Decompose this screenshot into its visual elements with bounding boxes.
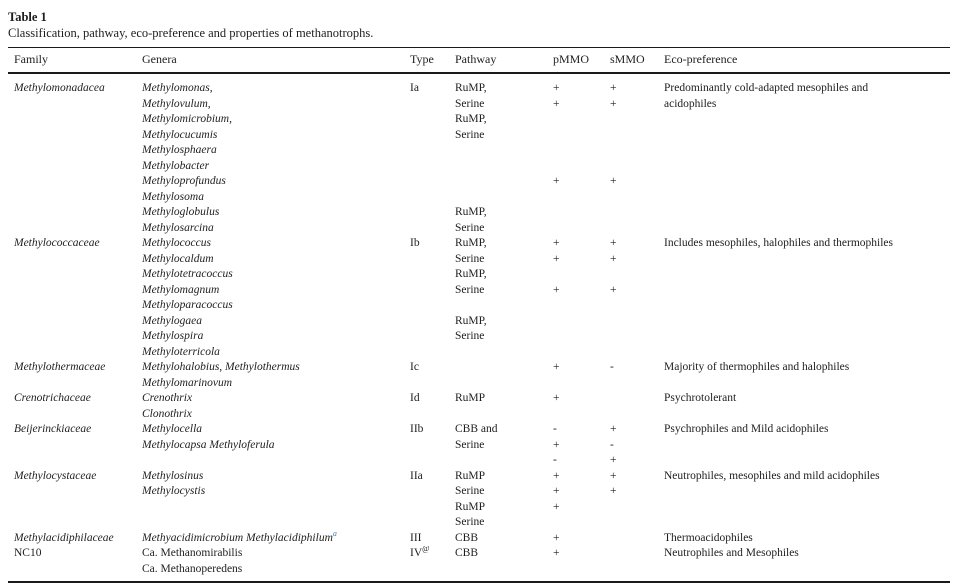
table-row [8, 360, 950, 376]
genera-cell: Methylosinus [142, 469, 204, 482]
smmo-cell [610, 298, 664, 314]
genera-cell: Methylohalobius, Methylothermus [142, 361, 300, 373]
genera-cell: Methylotetracoccus [142, 268, 233, 280]
pathway-cell: RuMP, [455, 314, 487, 327]
genera-cell: Methylocystis [142, 485, 206, 497]
pathway-cell [455, 345, 553, 361]
type-cell [410, 267, 455, 283]
eco-cell [664, 159, 950, 175]
pathway-cell [455, 562, 553, 583]
pmmo-cell [553, 314, 610, 330]
genera-cell: Methylospira [142, 330, 204, 342]
smmo-cell: - [610, 438, 614, 451]
eco-cell [664, 515, 950, 531]
genera-cell: Methylobacter [142, 159, 210, 172]
pathway-cell: CBB and [455, 423, 498, 435]
eco-cell [664, 221, 950, 237]
smmo-cell [610, 531, 664, 547]
pmmo-cell [553, 407, 610, 423]
smmo-cell: + [610, 485, 617, 497]
table-row [8, 314, 950, 330]
genera-cell: Methylosphaera [142, 144, 217, 156]
pmmo-cell [553, 128, 610, 144]
pmmo-cell [553, 515, 610, 531]
smmo-cell [610, 205, 664, 221]
pmmo-cell [553, 329, 610, 345]
pathway-cell [455, 159, 553, 175]
smmo-cell: + [610, 237, 617, 249]
pathway-cell: Serine [455, 252, 485, 265]
family-cell [8, 298, 142, 314]
eco-cell [664, 267, 950, 283]
pmmo-cell: + [553, 392, 560, 404]
type-cell [410, 314, 455, 330]
eco-cell [664, 252, 950, 268]
eco-cell [664, 283, 950, 299]
smmo-cell: + [610, 82, 617, 94]
smmo-cell [610, 345, 664, 361]
table-row [8, 422, 950, 438]
type-cell [410, 205, 455, 221]
table-row [8, 283, 950, 299]
type-cell [410, 515, 455, 531]
type-cell: Ic [410, 361, 419, 373]
genera-cell: Methyloparacoccus [142, 299, 233, 311]
pmmo-cell: + [553, 531, 560, 544]
table-row [8, 221, 950, 237]
type-cell [410, 221, 455, 237]
genera-cell: Methylococcus [142, 237, 211, 249]
eco-cell [664, 298, 950, 314]
pmmo-cell [553, 376, 610, 392]
table-row [8, 469, 950, 485]
genera-cell: Methylomarinovum [142, 376, 233, 389]
family-cell [8, 562, 142, 583]
pathway-cell: RuMP, [455, 237, 487, 249]
family-cell [8, 515, 142, 531]
family-cell [8, 345, 142, 361]
genera-cell: Crenothrix [142, 392, 193, 404]
type-cell [410, 283, 455, 299]
type-cell [410, 453, 455, 469]
table-header-row [8, 48, 950, 74]
genera-cell [142, 515, 410, 531]
table-header [8, 48, 950, 74]
pathway-cell: RuMP, [455, 113, 487, 125]
type-cell [410, 345, 455, 361]
genera-cell: Methylocaldum [142, 252, 214, 265]
eco-cell [664, 190, 950, 206]
pmmo-cell: + [553, 97, 560, 110]
family-cell: Methylococcaceae [14, 237, 100, 249]
pathway-cell: Serine [455, 128, 485, 141]
table-row [8, 174, 950, 190]
table-row [8, 407, 950, 423]
smmo-cell [610, 159, 664, 175]
pmmo-cell: + [553, 82, 560, 94]
pmmo-cell [553, 143, 610, 159]
pathway-cell: RuMP, [455, 82, 487, 94]
pmmo-cell: + [553, 485, 560, 497]
family-cell [8, 484, 142, 500]
pmmo-cell: + [553, 361, 560, 373]
genera-cell: Methyloterricola [142, 345, 220, 358]
pmmo-cell [553, 298, 610, 314]
eco-cell [664, 407, 950, 423]
eco-cell: Neutrophiles and Mesophiles [664, 547, 799, 559]
genera-cell: Methylomicrobium, [142, 113, 232, 125]
pathway-cell: Serine [455, 438, 485, 451]
pathway-cell: Serine [455, 283, 485, 296]
table-row [8, 345, 950, 361]
table-title: Table 1 [8, 10, 47, 24]
table-row [8, 531, 950, 547]
eco-cell: Psychrotolerant [664, 392, 737, 404]
family-cell: NC10 [14, 547, 42, 559]
family-cell [8, 252, 142, 268]
pathway-cell [455, 407, 553, 423]
pmmo-cell: + [553, 252, 560, 265]
table-row [8, 453, 950, 469]
eco-cell: Thermoacidophiles [664, 531, 753, 544]
eco-cell [664, 329, 950, 345]
pathway-cell [455, 360, 553, 376]
pathway-cell [455, 298, 553, 314]
genera-cell: Ca. Methanomirabilis [142, 547, 243, 559]
type-cell [410, 484, 455, 500]
smmo-cell [610, 546, 664, 562]
eco-cell [664, 128, 950, 144]
table-row [8, 546, 950, 562]
family-cell [8, 329, 142, 345]
pathway-cell: Serine [455, 485, 485, 497]
type-cell [410, 128, 455, 144]
eco-cell [664, 484, 950, 500]
pmmo-cell: - [553, 454, 557, 466]
smmo-cell [610, 562, 664, 583]
pathway-cell: RuMP [455, 469, 486, 482]
type-cell [410, 407, 455, 423]
genera-cell: Methylovulum, [142, 97, 211, 110]
eco-cell [664, 205, 950, 221]
family-cell [8, 143, 142, 159]
pathway-cell: Serine [455, 221, 485, 234]
type-cell [410, 329, 455, 345]
type-cell: Ia [410, 82, 419, 94]
smmo-cell: + [610, 423, 617, 435]
table-row [8, 438, 950, 454]
type-superscript: @ [422, 546, 430, 554]
eco-cell: Includes mesophiles, halophiles and thermophiles [664, 237, 893, 249]
pmmo-cell [553, 112, 610, 128]
table-row [8, 267, 950, 283]
family-cell [8, 407, 142, 423]
type-cell [410, 174, 455, 190]
smmo-cell [610, 515, 664, 531]
type-cell: IIb [410, 423, 424, 435]
pathway-cell [455, 376, 553, 392]
family-cell: Methylacidiphilaceae [14, 531, 114, 544]
column-header-type: Type [410, 48, 455, 74]
pmmo-cell [553, 159, 610, 175]
smmo-cell [610, 314, 664, 330]
family-cell: Methylomonadacea [14, 82, 105, 94]
pmmo-cell [553, 562, 610, 583]
type-cell [410, 562, 455, 583]
family-cell [8, 376, 142, 392]
eco-cell: Majority of thermophiles and halophiles [664, 361, 850, 373]
pathway-cell: Serine [455, 330, 485, 342]
table-row [8, 298, 950, 314]
table-row [8, 205, 950, 221]
family-cell [8, 159, 142, 175]
pathway-cell: RuMP [455, 500, 486, 513]
column-header-eco: Eco-preference [664, 48, 950, 74]
type-cell [410, 500, 455, 516]
type-cell: III [410, 531, 422, 544]
eco-cell [664, 112, 950, 128]
family-cell: Crenotrichaceae [14, 392, 91, 404]
eco-cell [664, 143, 950, 159]
pmmo-cell [553, 345, 610, 361]
eco-cell: Neutrophiles, mesophiles and mild acidophiles [664, 469, 880, 482]
pmmo-cell [553, 205, 610, 221]
table-row [8, 73, 950, 97]
smmo-cell: + [610, 454, 617, 466]
pathway-cell: Serine [455, 97, 485, 110]
smmo-cell [610, 407, 664, 423]
methanotrophs-table [8, 47, 950, 583]
family-cell: Beijerinckiaceae [14, 423, 92, 435]
type-cell [410, 252, 455, 268]
column-header-pmmo: pMMO [553, 48, 610, 74]
pmmo-cell: + [553, 283, 560, 296]
column-header-smmo: sMMO [610, 48, 664, 74]
pmmo-cell: + [553, 469, 560, 482]
table-row [8, 143, 950, 159]
smmo-cell: + [610, 283, 617, 296]
family-cell [8, 221, 142, 237]
family-cell: Methylothermaceae [14, 361, 106, 373]
eco-cell [664, 314, 950, 330]
family-cell [8, 128, 142, 144]
genera-cell [142, 500, 410, 516]
smmo-cell [610, 221, 664, 237]
genera-cell: Methyacidimicrobium Methylacidiphilum$^a$ [142, 530, 337, 544]
pmmo-cell: + [553, 500, 560, 513]
smmo-cell [610, 376, 664, 392]
smmo-cell: + [610, 252, 617, 265]
smmo-cell [610, 128, 664, 144]
type-cell: IIa [410, 469, 423, 482]
smmo-cell [610, 391, 664, 407]
eco-cell [664, 174, 950, 190]
family-cell [8, 314, 142, 330]
pathway-cell [455, 190, 553, 206]
table-caption: Classification, pathway, eco-preference and properties of methanotrophs. [8, 26, 374, 40]
table-row [8, 252, 950, 268]
eco-cell [664, 376, 950, 392]
type-cell: IV@ [410, 546, 430, 559]
family-cell [8, 97, 142, 113]
column-header-family: Family [8, 48, 142, 74]
pathway-cell: RuMP [455, 392, 486, 404]
family-cell [8, 438, 142, 454]
genera-cell: Methyloprofundus [142, 175, 226, 187]
pathway-cell: RuMP, [455, 268, 487, 280]
smmo-cell: + [610, 175, 617, 187]
table-row [8, 190, 950, 206]
genera-cell: Methylocapsa Methyloferula [142, 438, 275, 451]
pathway-cell [455, 453, 553, 469]
family-cell [8, 500, 142, 516]
smmo-cell [610, 267, 664, 283]
table-row [8, 236, 950, 252]
table-body [8, 73, 950, 582]
pathway-cell: CBB [455, 531, 479, 544]
column-header-genera: Genera [142, 48, 410, 74]
type-cell [410, 376, 455, 392]
eco-cell: Psychrophiles and Mild acidophiles [664, 423, 829, 435]
eco-cell [664, 500, 950, 516]
pmmo-cell: + [553, 438, 560, 451]
genera-cell [142, 453, 410, 469]
table-row [8, 97, 950, 113]
table-row [8, 128, 950, 144]
pmmo-cell [553, 267, 610, 283]
genera-cell: Methylosarcina [142, 221, 214, 234]
type-cell [410, 159, 455, 175]
pmmo-cell: + [553, 237, 560, 249]
family-cell [8, 453, 142, 469]
table-row [8, 562, 950, 583]
type-cell: Ib [410, 237, 420, 249]
eco-cell: Predominantly cold-adapted mesophiles and [664, 82, 869, 94]
eco-cell [664, 562, 950, 583]
type-cell [410, 143, 455, 159]
smmo-cell: + [610, 97, 617, 110]
smmo-cell [610, 500, 664, 516]
table-row [8, 112, 950, 128]
pmmo-cell: - [553, 423, 557, 435]
eco-cell [664, 345, 950, 361]
pathway-cell [455, 143, 553, 159]
footnote-ref-a[interactable]: a [332, 530, 337, 538]
smmo-cell [610, 112, 664, 128]
type-cell [410, 438, 455, 454]
genera-cell: Clonothrix [142, 407, 192, 420]
family-cell [8, 267, 142, 283]
pathway-cell [455, 174, 553, 190]
type-cell [410, 190, 455, 206]
eco-cell: acidophiles [664, 97, 717, 110]
pathway-cell: CBB [455, 547, 479, 559]
pmmo-cell: + [553, 175, 560, 187]
pathway-cell: Serine [455, 516, 485, 528]
table-row [8, 484, 950, 500]
genera-cell: Methylomagnum [142, 283, 220, 296]
type-cell [410, 298, 455, 314]
type-cell [410, 112, 455, 128]
pmmo-cell: + [553, 547, 560, 559]
smmo-cell [610, 143, 664, 159]
genera-cell: Methylocella [142, 423, 203, 435]
table-row [8, 376, 950, 392]
smmo-cell [610, 329, 664, 345]
table-row [8, 329, 950, 345]
table-row [8, 159, 950, 175]
smmo-cell: - [610, 361, 614, 373]
table-row [8, 391, 950, 407]
genera-cell: Methyloglobulus [142, 206, 220, 218]
eco-cell [664, 438, 950, 454]
family-cell: Methylocystaceae [14, 469, 97, 482]
pmmo-cell [553, 221, 610, 237]
smmo-cell [610, 190, 664, 206]
type-cell: Id [410, 392, 420, 404]
table-row [8, 515, 950, 531]
genera-cell: Methylosoma [142, 190, 204, 203]
genera-cell: Ca. Methanoperedens [142, 562, 243, 575]
table-row [8, 500, 950, 516]
genera-cell: Methylocucumis [142, 128, 218, 141]
genera-cell: Methylogaea [142, 314, 203, 327]
smmo-cell: + [610, 469, 617, 482]
family-cell [8, 190, 142, 206]
pathway-cell: RuMP, [455, 206, 487, 218]
genera-cell: Methylomonas, [142, 82, 213, 94]
pmmo-cell [553, 190, 610, 206]
column-header-pathway: Pathway [455, 48, 553, 74]
family-cell [8, 174, 142, 190]
family-cell [8, 283, 142, 299]
family-cell [8, 112, 142, 128]
type-cell [410, 97, 455, 113]
eco-cell [664, 453, 950, 469]
family-cell [8, 205, 142, 221]
